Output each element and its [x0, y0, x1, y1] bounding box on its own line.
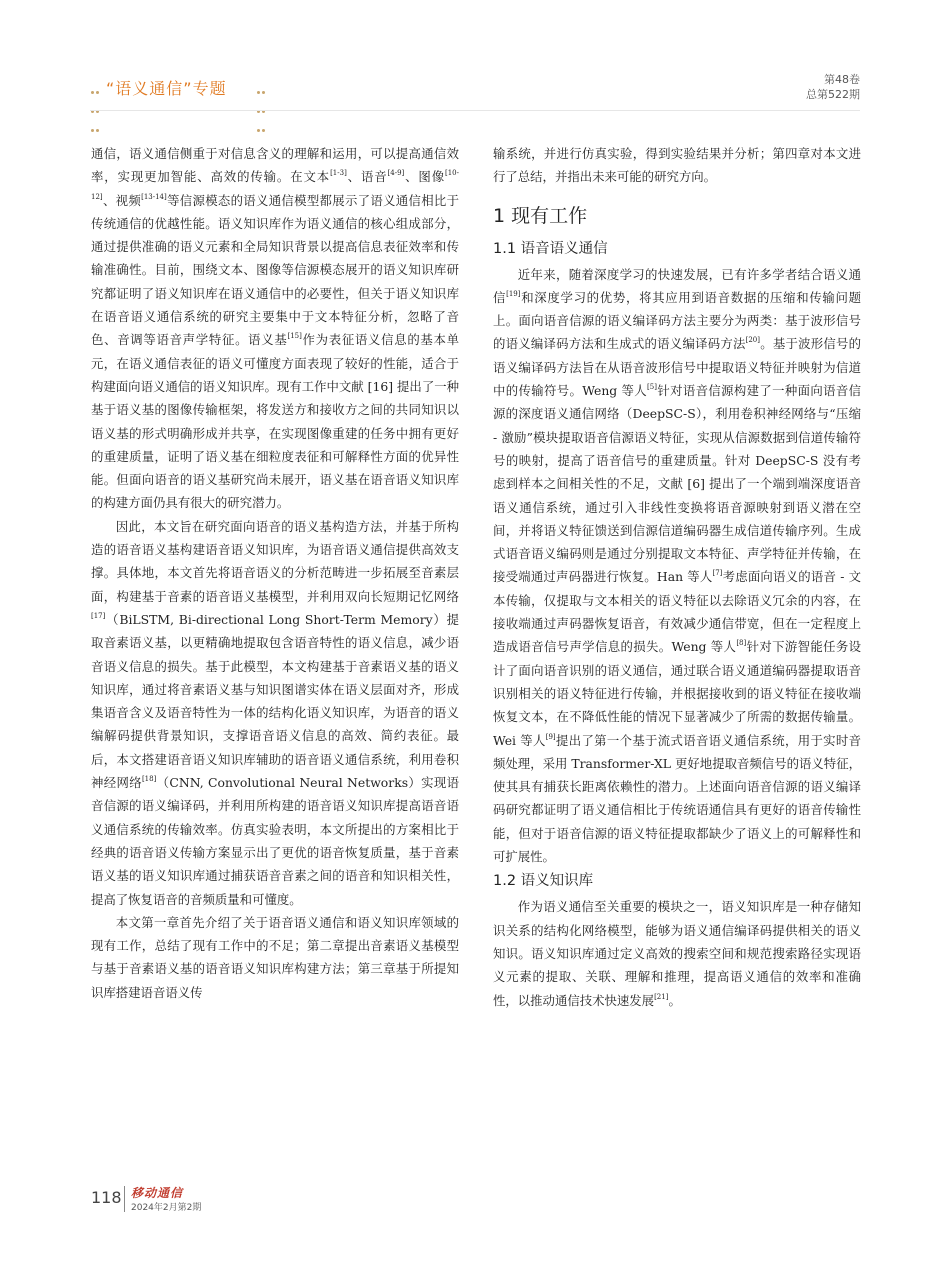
page-header [90, 72, 860, 112]
special-topic-title: “语义通信”专题 [106, 79, 227, 98]
header-dots-left-icon [90, 80, 100, 137]
journal-logo: 移动通信 [131, 1186, 184, 1200]
header-rule [90, 110, 860, 111]
paragraph-aims: 因此，本文旨在研究面向语音的语义基构造方法，并基于所构造的语音语义基构建语音语义知识库，为语音语义通信提供高效支撑。具体地，本文首先将语音语义的分析范畴进一步拓展至音素层面，构建基于音素的语音语义基模型，并利用双向长短期记忆网络[17]（BiLSTM, Bi-directional Long Short-Term Memory）提取音素语义基，以更精确地提取包含语音特性的语义信息，减少语音语义信息的损失。基于此模型，本文构建基于音素语义基的语义知识库，通过将音素语义基与知识图谱实体在语义层面对齐，形成集语音含义及语音特性为一体的结构化语义知识库，为语音的语义编解码提供背景知识，支撑语音语义信息的高效、简约表征。最后，本文搭建语音语义知识库辅助的语音语义通信系统，利用卷积神经网络[18]（CNN, Convolutional Neural Networks）实现语音信源的语义编译码，并利用所构建的语音语义知识库提高语音语义通信系统的传输效率。仿真实验表明，本文所提出的方案相比于经典的语音语义传输方案显示出了更优的语音恢复质量，基于音素语义基的语义知识库通过捕获语音音素之间的语音和知识相关性，提高了恢复语音的音频质量和可懂度。 [91, 518, 460, 907]
issue-date: 2024年2月第2期 [131, 1203, 202, 1213]
footer-divider [124, 1186, 125, 1212]
page-number: 118 [91, 1188, 122, 1207]
issue-total: 总第522期 [806, 88, 860, 101]
subsection-heading-knowledge-base: 1.2 语义知识库 [493, 873, 594, 890]
volume-number: 第48卷 [824, 73, 860, 86]
right-column [493, 142, 861, 1012]
paragraph-structure-cont: 输系统，并进行仿真实验，得到实验结果并分析；第四章对本文进行了总结，并指出未来可能的研究方向。 [493, 146, 861, 185]
paragraph-intro: 通信，语义通信侧重于对信息含义的理解和运用，可以提高通信效率，实现更加智能、高效的传输。在文本[1-3]、语音[4-9]、图像[10-12]、视频[13-14]等信源模态的语义通信模型都展示了语义通信相比于传统通信的优越性能。语义知识库作为语义通信的核心组成部分，通过提供准确的语义元素和全局知识背景以提高信息表征效率和传输准确性。目前，围绕文本、图像等信源模态展开的语义知识库研究都证明了语义知识库在语义通信中的必要性，但关于语义知识库在语音语义通信系统的研究主要集中于文本特征分析，忽略了音色、音调等语音声学特征。语义基[15]作为表征语义信息的基本单元，在语义通信表征的语义可懂度方面表现了较好的性能，适合于构建面向语义通信的语义知识库。现有工作中文献 [16] 提出了一种基于语义基的图像传输框架，将发送方和接收方之间的共同知识以语义基的形式明确形成并共享，在实现图像重建的任务中拥有更好的重建质量，证明了语义基在细粒度表征和可解释性方面的优异性能。但面向语音的语义基研究尚未展开，语义基在语音语义知识库的构建方面仍具有很大的研究潜力。 [91, 146, 460, 511]
section-heading-related-work: 1 现有工作 [493, 204, 588, 227]
paragraph-structure: 本文第一章首先介绍了关于语音语义通信和语义知识库领域的现有工作，总结了现有工作中的不足；第二章提出音素语义基模型与基于音素语义基的语音语义知识库构建方法；第三章基于所提知识库搭建语音语义传 [91, 914, 459, 1000]
paragraph-speech-semantic: 近年来，随着深度学习的快速发展，已有许多学者结合语义通信[19]和深度学习的优势，将其应用到语音数据的压缩和传输问题上。面向语音信源的语义编译码方法主要分为两类：基于波形信号的语义编译码方法和生成式的语义编译码方法[20]。基于波形信号的语义编译码方法旨在从语音波形信号中提取语义特征并映射为信道中的传输符号。Weng 等人[5]针对语音信源构建了一种面向语音信源的深度语义通信网络（DeepSC-S），利用卷积神经网络与“压缩 - 激励”模块提取语音信源语义特征，实现从信源数据到信道传输符号的映射，提高了语音信号的重建质量。针对 DeepSC-S 没有考虑到样本之间相关性的不足，文献 [6] 提出了一个端到端深度语音语义通信系统，通过引入非线性变换将语音源映射到语义潜在空间，并将语义特征馈送到信源信道编码器生成信道传输序列。生成式语音语义编码则是通过分别提取文本特征、声学特征并传输，在接受端通过声码器进行恢复。Han 等人[7]考虑面向语义的语音 - 文本传输，仅提取与文本相关的语义特征以去除语义冗余的内容，在接收端通过声码器恢复语音，有效减少通信带宽，但在一定程度上造成语音信号声学信息的损失。Weng 等人[8]针对下游智能任务设计了面向语音识别的语义通信，通过联合语义通道编码器提取语音识别相关的语义特征进行传输，并根据接收到的语义特征在接收端恢复文本，在不降低性能的情况下显著减少了所需的数据传输量。Wei 等人[9]提出了第一个基于流式语音语义通信系统，用于实时音频处理，采用 Transformer-XL 更好地提取音频信号的语义特征，使其具有捕获长距离依赖性的潜力。上述面向语音信源的语义编译码研究都证明了语义通信相比于传统语通信具有更好的语音传输性能，但对于语音信源的语义特征提取都缺少了语义上的可解释性和可扩展性。 [493, 266, 862, 865]
subsection-heading-speech: 1.1 语音语义通信 [493, 240, 608, 257]
paragraph-knowledge-base: 作为语义通信至关重要的模块之一，语义知识库是一种存储知识关系的结构化网络模型，能够为语义通信编译码提供相关的语义知识。语义知识库通过定义高效的搜索空间和规范搜索路径实现语义元素的提取、关联、理解和推理，提高语义通信的效率和准确性，以推动通信技术快速发展[21]。 [493, 899, 861, 1008]
left-column [91, 142, 459, 1004]
volume-info [806, 72, 860, 102]
header-dots-right-icon [256, 80, 266, 137]
